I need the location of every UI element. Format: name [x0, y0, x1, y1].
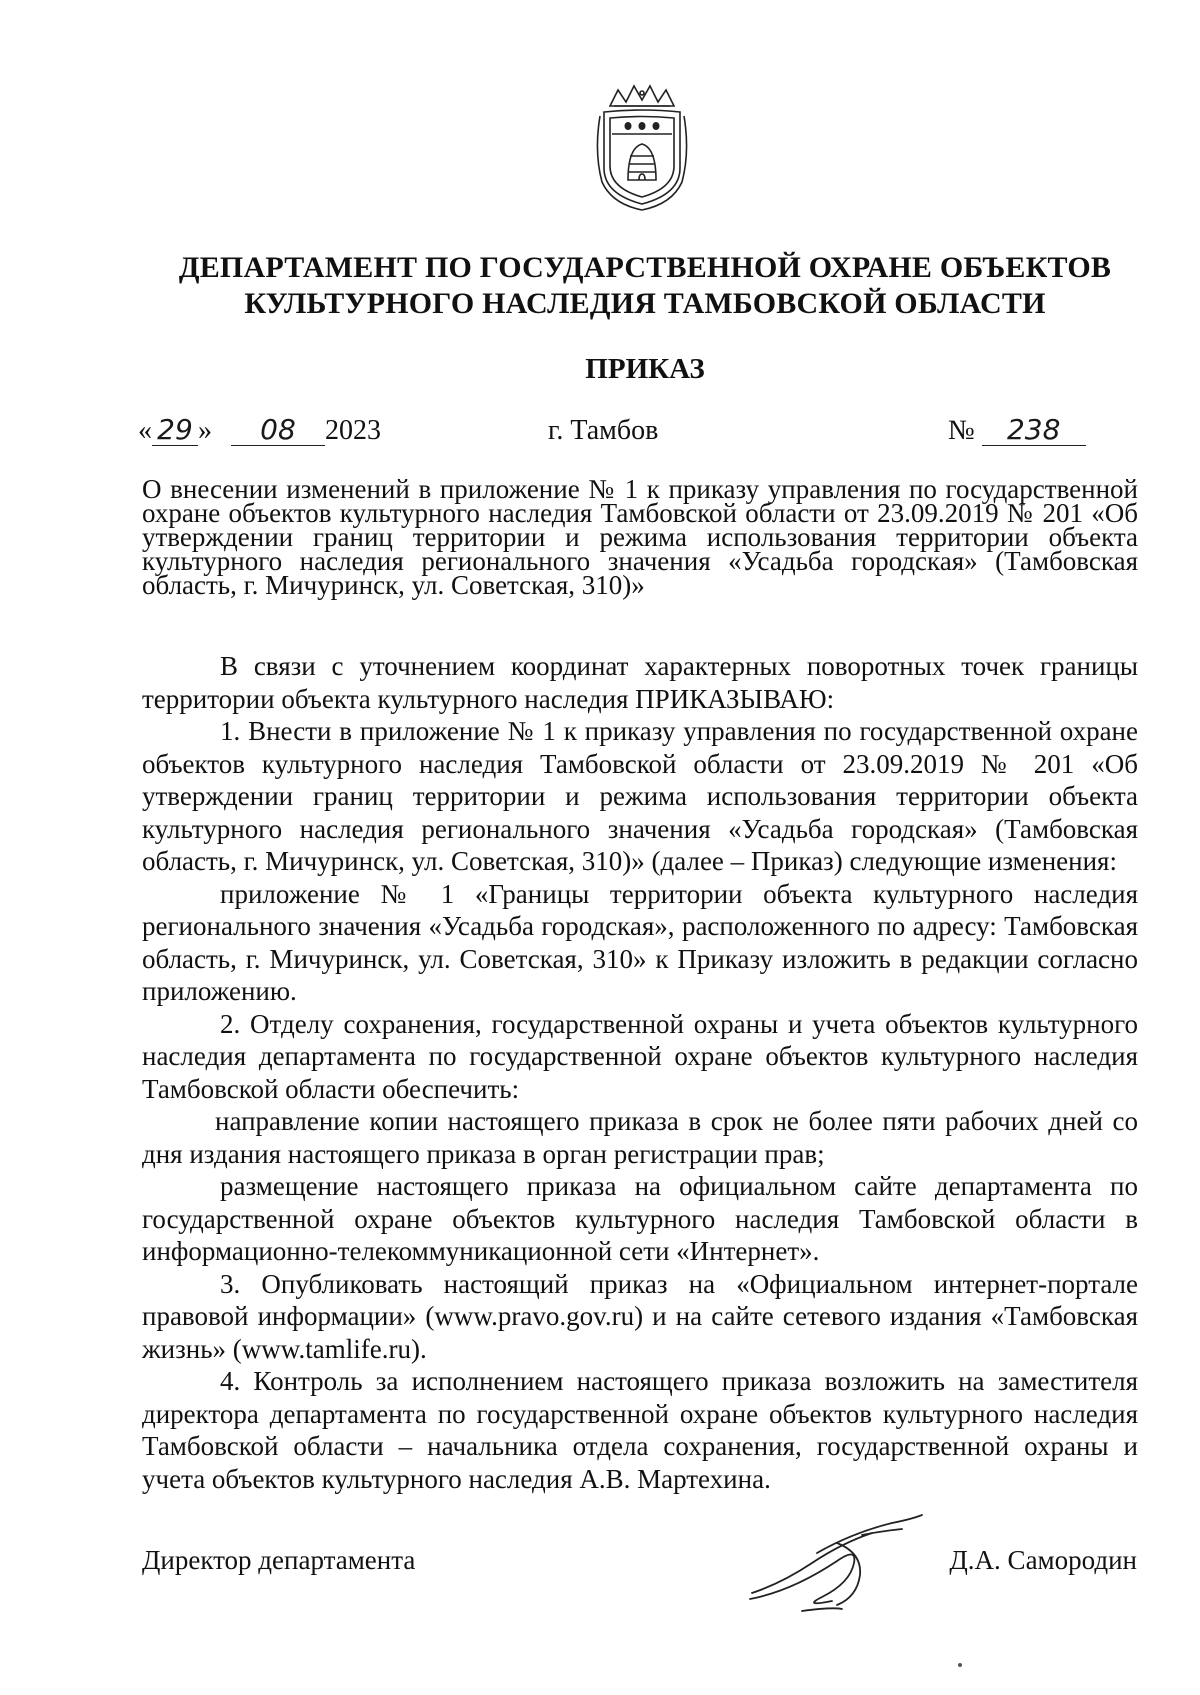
order-number [948, 415, 1086, 447]
number-value: 238 [982, 415, 1086, 446]
document-type: ПРИКАЗ [585, 353, 705, 385]
date-day: 29 [152, 415, 198, 446]
item-1-paragraph: 1. Внести в приложение № 1 к приказу управления по государственной охране объектов культурного наследия Тамбовской области от 23.09.2019 № 201 «Об утверждении границ территории и режима использования территории объекта культурного наследия регионального значения «Усадьба городская» (Тамбовская область, г. Мичуринск, ул. Советская, 310)» (далее – Приказ) следующие изменения: [142, 716, 1138, 876]
scan-dot [958, 1663, 962, 1667]
handwritten-signature [742, 1513, 932, 1623]
department-line-1: ДЕПАРТАМЕНТ ПО ГОСУДАРСТВЕННОЙ ОХРАНЕ ОБЪЕКТОВ [178, 251, 1112, 284]
order-date [138, 415, 381, 447]
item-2a-paragraph: направление копии настоящего приказа в срок не более пяти рабочих дней со дня издания настоящего приказа в орган регистрации прав; [142, 1106, 1138, 1169]
order-body [142, 650, 1138, 1495]
tambov-coat-of-arms-icon [592, 82, 692, 212]
item-2-paragraph: 2. Отделу сохранения, государственной охраны и учета объектов культурного наследия департамента по государственной охране объектов культурного наследия Тамбовской области обеспечить: [142, 1008, 1138, 1104]
number-label: № [948, 415, 975, 446]
order-meta-line [0, 415, 1200, 455]
signatory-title: Директор департамента [142, 1545, 416, 1575]
order-city: г. Тамбов [548, 415, 659, 446]
order-subject: О внесении изменений в приложение № 1 к приказу управления по государственной охране объектов культурного наследия Тамбовской области от 23.09.2019 № 201 «Об утверждении границ территории и режима использования территории объекта культурного наследия регионального значения «Усадьба городская» (Тамбовская область, г. Мичуринск, ул. Советская, 310)» [142, 474, 1138, 600]
department-line-2: КУЛЬТУРНОГО НАСЛЕДИЯ ТАМБОВСКОЙ ОБЛАСТИ [244, 287, 1046, 320]
date-year: 2023 [325, 415, 381, 446]
date-quote-close: » [198, 415, 212, 446]
item-4-paragraph: 4. Контроль за исполнением настоящего приказа возложить на заместителя директора департамента по государственной охране объектов культурного наследия Тамбовской области – начальника отдела сохранения, государственной охраны и учета объектов культурного наследия А.В. Мартехина. [142, 1366, 1138, 1494]
signatory-name: Д.А. Самородин [949, 1545, 1137, 1575]
department-name [150, 250, 1140, 322]
date-quote-open: « [138, 415, 152, 446]
signature-block [0, 1535, 1200, 1595]
preamble-paragraph: В связи с уточнением координат характерных поворотных точек границы территории объекта культурного наследия ПРИКАЗЫВАЮ: [142, 651, 1138, 714]
item-2b-paragraph: размещение настоящего приказа на официальном сайте департамента по государственной охране объектов культурного наследия Тамбовской области в информационно-телекоммуникационной сети «Интернет». [142, 1171, 1138, 1266]
item-1-detail-paragraph: приложение № 1 «Границы территории объекта культурного наследия регионального значения «Усадьба городская», расположенного по адресу: Тамбовская область, г. Мичуринск, ул. Советская, 310» к Приказу изложить в редакции согласно приложению. [142, 878, 1138, 1006]
item-3-paragraph: 3. Опубликовать настоящий приказ на «Официальном интернет-портале правовой информации» (www.pravo.gov.ru) и на сайте сетевого издания «Тамбовская жизнь» (www.tamlife.ru). [142, 1268, 1138, 1364]
date-month: 08 [231, 415, 325, 446]
